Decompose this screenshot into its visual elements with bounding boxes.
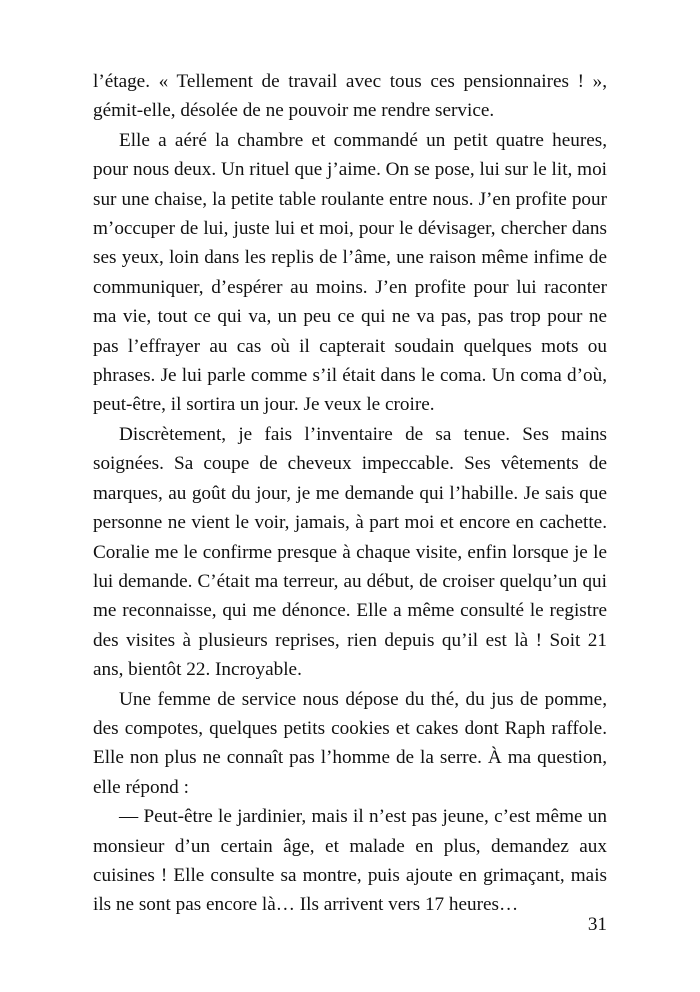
- page-number: 31: [587, 914, 607, 935]
- page-body: [93, 67, 607, 920]
- paragraph-5-dialogue: — Peut-être le jardinier, mais il n’est pas jeune, c’est même un monsieur d’un certain âge, et malade en plus, demandez aux cuisines ! Elle consulte sa montre, puis ajoute en grimaçant, mais ils ne sont pas encore là… Ils arrivent vers 17 heures…: [93, 806, 607, 916]
- paragraph-3: Discrètement, je fais l’inventaire de sa tenue. Ses mains soignées. Sa coupe de cheveux impeccable. Ses vêtements de marques, au goût du jour, je me demande qui l’habille. Je sais que personne ne vient le voir, jamais, à part moi et encore en cachette. Coralie me le confirme presque à chaque visite, enfin lorsque je le lui demande. C’était ma terreur, au début, de croiser quelqu’un qui me reconnaisse, qui me dénonce. Elle a même consulté le registre des visites à plusieurs reprises, rien depuis qu’il est là ! Soit 21 ans, bientôt 22. Incroyable.: [93, 423, 607, 681]
- paragraph-4: Une femme de service nous dépose du thé, du jus de pomme, des compotes, quelques petits cookies et cakes dont Raph raffole. Elle non plus ne connaît pas l’homme de la serre. À ma question, elle répond :: [93, 688, 607, 798]
- paragraph-2: Elle a aéré la chambre et commandé un petit quatre heures, pour nous deux. Un rituel que j’aime. On se pose, lui sur le lit, moi sur une chaise, la petite table roulante entre nous. J’en profite pour m’occuper de lui, juste lui et moi, pour le dévisager, chercher dans ses yeux, loin dans les replis de l’âme, une raison même infime de communiquer, d’espérer au moins. J’en profite pour lui raconter ma vie, tout ce qui va, un peu ce qui ne va pas, pas trop pour ne pas l’effrayer au cas où il capterait soudain quelques mots ou phrases. Je lui parle comme s’il était dans le coma. Un coma d’où, peut-être, il sortira un jour. Je veux le croire.: [93, 129, 607, 416]
- paragraph-1: l’étage. « Tellement de travail avec tous ces pensionnaires ! », gémit-elle, désolée de ne pouvoir me rendre service.: [93, 71, 607, 122]
